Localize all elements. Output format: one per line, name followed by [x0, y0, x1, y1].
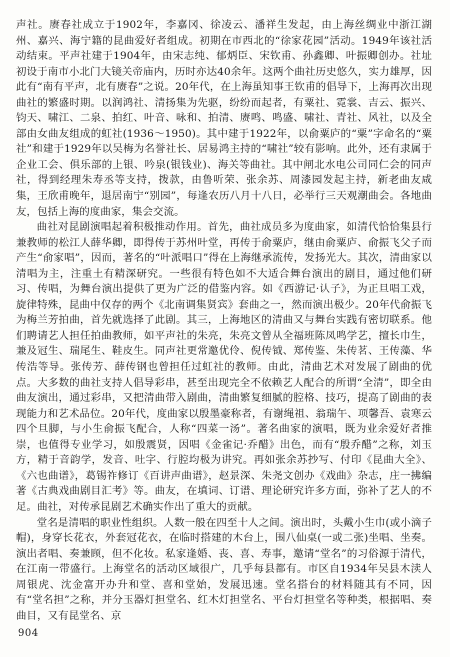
- paragraph-2: 曲社对昆剧演唱起着积极推动作用。首先，曲社成员多为度曲家，如清代恰恰集县行兼教师的松江人薛华卿，即得传于苏州叶堂，再传于俞粟庐，继由俞粟庐、俞振飞父子而产生“俞家唱”，因而，著名的“叶派唱口”得在上海继承流传，发扬光大。其次，清曲家以清唱为主，注重土有精深研究。一些很有特色如不大适合舞台演出的剧目，通过他们研习、传唱，为舞台演出提供了更为广泛的借鉴内容。如《西游记·认子》，为正旦唱工戏，旋律特殊，昆曲中仅存的两个《北南调集贤宾》套曲之一，然而演出极少。20年代俞振飞为梅兰芳拍曲，首先就选择了此剧。其三，上海地区的清曲又与舞台实践有密切联系。他们聘请艺人担任拍曲教师，如平声社的朱亮，朱亮文曾从全福班陈凤鸣学艺，擅长巾生，兼及冠生、瑞尾生、鞋皮生。同声社更常邀优伶、倪传钺、郑传鉴、朱传茗、王传藻、华传浩等导。张传芳、薛传钢也曾担任过虹社的教师。由此，清曲艺术对发展了剧曲的优点。大多数的曲社支持人倡导彩串，甚至出现完全不依赖艺人配合的所谓“全清”，即全由曲友演出，通过彩串，又把清曲带入剧曲，清曲繁复细腻的腔格、技巧，提高了剧曲的表现能力和艺术品位。20年代，度曲家以殷墨豪称者，有谢绳祖、翁瑞午、项馨吾、袁寒云四个旦脚，与小生俞振飞配合，人称“四菜一汤”。著名曲家的演唱，既为业余爱好者推崇，也值得专业学习，如殷震贤，因唱《金雀记·乔醋》出色，而有“殷乔醋”之称，刘玉方，精于音韵学，发音、吐字、行腔均极为讲究。再如张余苏抄写、付印《昆曲大全》、《六也曲谱》，葛锡祚修订《百讲声曲谱》，赵景深、朱尧文创办《戏曲》杂志，庄一拂编著《古典戏曲剧目汇考》等。曲友，在填词、订谱、理论研究许多方面，弥补了艺人的不足。曲社，对传承昆剧艺术确实作出了重大的贡献。: [16, 221, 432, 513]
- paragraph-1: 声社。赓春社成立于1902年，李嘉冈、徐凌云、潘祥生发起，由上海丝绸业中浙江湖州、嘉兴、海宁籍的昆曲爱好者组成。初期在市西北的“徐家花园”活动。1949年该社活动结束。平声社建于1904年，由宋志纯、郁炳臣、宋钦甫、孙鑫卿、叶振卿创办。社址初设于南市小北门大镜关帝庙内，历时亦达40余年。这两个曲社历史悠久，实力雄厚，因此有“南有平声，北有赓春”之说。20年代，在上海虽知事王钦甫的倡导下，上海再次出现曲社的繁盛时期。以润鸿社、清扬集为先驱，纷纷而起者，有粟社、霓裳、吉云、振兴、钧天、啸江、二泉、拍红、叶音、咏和、拍清、赓鸣、鸣盛、啸社、青社、风社，以及全部由女曲友组成的虹社(1936～1950)。其中建于1922年，以俞粟庐的“粟”字命名的“粟社”和建于1929年以吴梅为名誉社长、居易鸿主持的“啸社”较有影响。此外，还有隶属于企业工会、俱乐部的上银、吟泉(银钱业)、海关等曲社。其中闸北水电公司同仁会的同声社，得到经理朱寿丞等支持，拨款，由鲁听荣、张余苏、周漆园发起主持，新老曲友咸集，王欣甫晚年，退居南宁“别园”，每逢农历八月十八日，必举行三天观潮曲会。各地曲友，包括上海的度曲家，集会交流。: [16, 19, 432, 218]
- paragraph-3: 堂名是清唱的职业性组织。人数一般在四至十人之间。演出时，头戴小生巾(或小滴子帽)，身穿长花衣，外套冠花衣，在临时搭建的木台上，围八仙桌(一或二张)坐唱、坐奏。演出者唱、奏兼顾，但不化妆。私家逢婚、丧、喜、寿事，邀请“堂名”的习俗源于清代，在江南一带盛行。上海堂名的活动区域很广，几乎每县都有。市区自1934年吴县木渎人周银虎、沈金富开办升和堂、喜和堂始，发展迅速。堂名搭台的材料随其有不同，因有“堂名担”之称，并分玉器灯担堂名、红木灯担堂名、平台灯担堂名等种类，根据唱、奏曲目，又有昆堂名、京: [16, 516, 432, 622]
- page-number: 904: [18, 628, 39, 639]
- body-text: [16, 18, 432, 624]
